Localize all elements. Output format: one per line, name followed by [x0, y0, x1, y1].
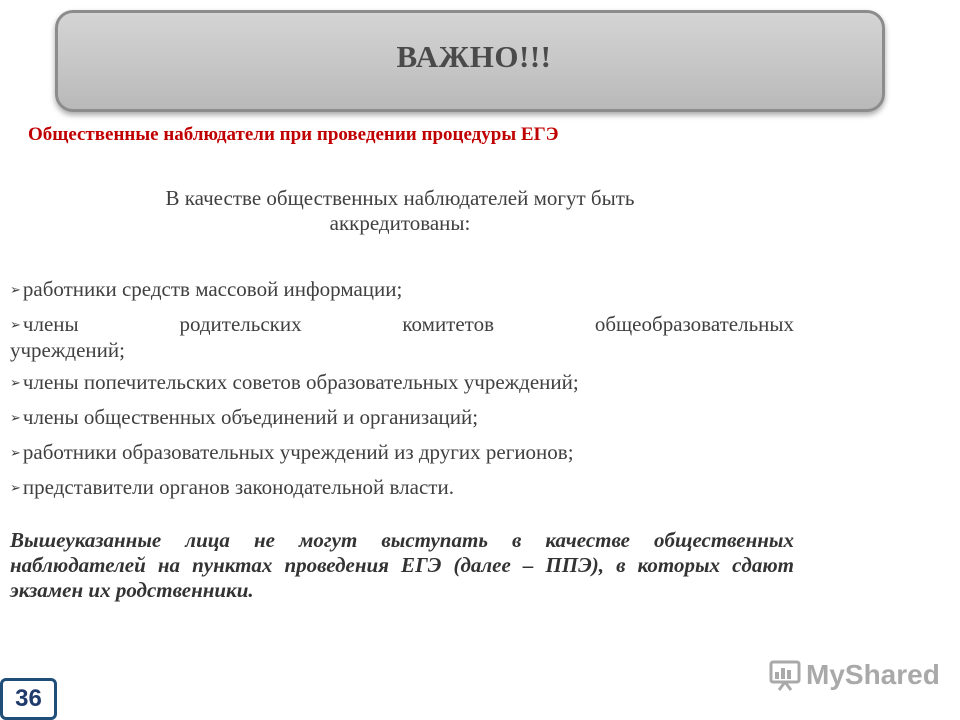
- title-banner: [55, 10, 885, 112]
- slide-number: 36: [15, 685, 42, 712]
- restriction-note: Вышеуказанные лица не могут выступать в качестве общественных наблюдателей на пунктах проведения ЕГЭ (далее – ППЭ), в которых сдают экзамен их родственники.: [10, 528, 794, 602]
- arrow-bullet-icon: ➢: [10, 318, 21, 333]
- presentation-board-icon: [768, 658, 802, 692]
- myshared-logo[interactable]: [768, 655, 940, 695]
- intro-text: [90, 186, 710, 236]
- intro-line-2: аккредитованы:: [329, 211, 471, 235]
- list-item: ➢члены родительских комитетов общеобразовательных учреждений;: [10, 312, 794, 362]
- list-item: ➢работники средств массовой информации;: [10, 277, 403, 301]
- arrow-bullet-icon: ➢: [10, 411, 21, 426]
- arrow-bullet-icon: ➢: [10, 376, 21, 391]
- logo-text: MyShared: [806, 659, 940, 690]
- list-item: ➢работники образовательных учреждений из других регионов;: [10, 440, 574, 464]
- banner-title: ВАЖНО!!!: [396, 39, 552, 74]
- list-item: ➢члены общественных объединений и организаций;: [10, 405, 479, 429]
- list-item: ➢представители органов законодательной власти.: [10, 475, 454, 499]
- slide-number-badge: [0, 678, 57, 720]
- list-item: ➢члены попечительских советов образовательных учреждений;: [10, 370, 579, 394]
- arrow-bullet-icon: ➢: [10, 283, 21, 298]
- arrow-bullet-icon: ➢: [10, 481, 21, 496]
- list-item-continuation: учреждений;: [10, 338, 125, 362]
- arrow-bullet-icon: ➢: [10, 446, 21, 461]
- intro-line-1: В качестве общественных наблюдателей могут быть: [165, 186, 635, 210]
- observer-list: [10, 278, 794, 511]
- slide-subtitle: Общественные наблюдатели при проведении процедуры ЕГЭ: [28, 124, 559, 145]
